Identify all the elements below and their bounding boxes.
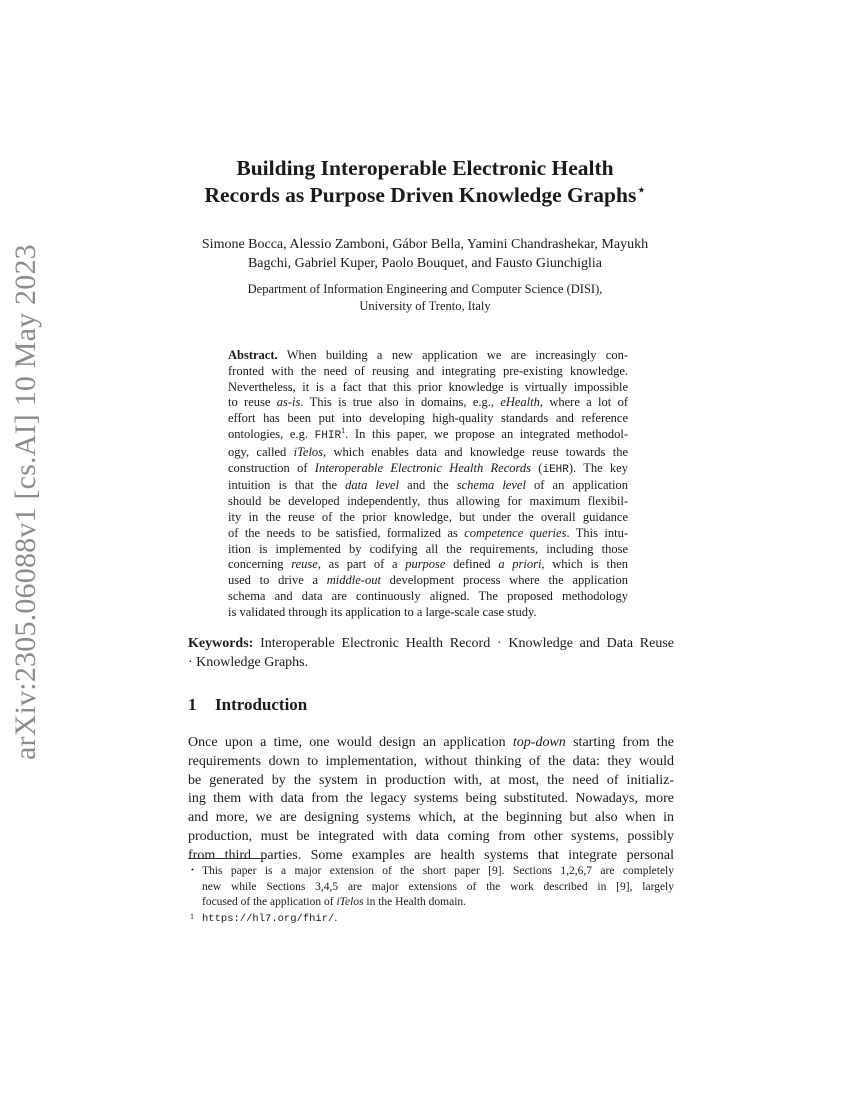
- abstract-line: should be developed independently, thus allowing for maximum flexibil-: [228, 494, 628, 509]
- footnote-star-mark: ⋆: [190, 865, 196, 874]
- keywords-text: Interoperable Electronic Health Record · Knowledge and Data Reuse: [260, 636, 674, 651]
- abstract-text: ontologies, e.g.: [228, 426, 315, 441]
- keywords-label: Keywords:: [188, 636, 254, 651]
- abstract-line: ity in the reuse of the prior knowledge, but under the overall guidance: [228, 509, 628, 524]
- abstract-text: (: [531, 460, 543, 475]
- title-line-2: [0, 182, 850, 209]
- footnotes: [188, 864, 674, 927]
- abstract-text: . In this paper, we propose an integrated methodol-: [345, 426, 628, 441]
- abstract-line: Nevertheless, it is a fact that this prior knowledge is virtually impossible: [228, 379, 628, 394]
- abstract-text: to reuse: [228, 395, 277, 410]
- abstract-text: construction of: [228, 460, 315, 475]
- body-line: from third parties. Some examples are health systems that integrate personal: [188, 847, 674, 863]
- affiliation-line-1: Department of Information Engineering and Computer Science (DISI),: [247, 282, 603, 296]
- fhir-link[interactable]: https://hl7.org/fhir/: [202, 912, 335, 925]
- abstract-italic: as-is: [276, 395, 301, 410]
- title-footnote-star: ⋆: [637, 182, 646, 197]
- abstract-text: intuition is that the: [228, 478, 346, 493]
- abstract-italic: purpose: [405, 557, 446, 572]
- abstract-text: , which is then: [541, 557, 628, 572]
- abstract-line: [228, 427, 628, 445]
- abstract-label: Abstract.: [228, 348, 278, 362]
- keywords: [188, 634, 674, 672]
- body-line: requirements down to implementation, without thinking of the data: they would: [188, 753, 674, 769]
- abstract-text: development process where the application: [380, 573, 628, 588]
- footnote-italic: iTelos: [336, 896, 364, 908]
- body-text: Once upon a time, one would design an application: [188, 735, 513, 750]
- section-number: 1: [188, 695, 197, 714]
- abstract-line: [228, 348, 628, 364]
- keywords-line: · Knowledge Graphs.: [188, 655, 309, 670]
- affiliation: [150, 281, 700, 315]
- paper-title: [0, 155, 850, 209]
- abstract-line: [228, 395, 628, 411]
- abstract-italic: schema level: [456, 478, 526, 493]
- abstract-italic: iTelos: [293, 444, 324, 459]
- body-line: and more, we are designing systems which, at the beginning but also when in: [188, 810, 674, 826]
- abstract-text: . This is true also in domains, e.g.,: [300, 395, 501, 410]
- abstract-text: used to drive a: [228, 573, 327, 588]
- abstract-text: . This intu-: [566, 525, 628, 540]
- abstract-text: ogy, called: [228, 444, 294, 459]
- abstract: [228, 348, 628, 621]
- author-list: [150, 235, 700, 273]
- section-heading: [188, 694, 307, 716]
- footnote-line: new while Sections 3,4,5 are major extensions of the work described in [9], largely: [202, 880, 674, 893]
- affiliation-line-2: University of Trento, Italy: [359, 299, 491, 313]
- abstract-line: is validated through its application to a large-scale case study.: [228, 604, 537, 619]
- title-line-1: Building Interoperable Electronic Health: [236, 156, 614, 180]
- authors-line-1: Simone Bocca, Alessio Zamboni, Gábor Bella, Yamini Chandrashekar, Mayukh: [201, 237, 649, 252]
- footnote-line: [202, 911, 674, 928]
- abstract-code: FHIR: [314, 429, 342, 442]
- abstract-text: and the: [399, 478, 457, 493]
- abstract-text: of an application: [525, 478, 628, 493]
- abstract-code: iEHR: [542, 463, 569, 476]
- introduction-paragraph: [188, 734, 674, 866]
- footnote-text: in the Health domain.: [363, 896, 467, 908]
- footnote-line: This paper is a major extension of the short paper [9]. Sections 1,2,6,7 are completely: [202, 865, 674, 877]
- footnote-star: [188, 864, 674, 911]
- body-text: starting from the: [565, 735, 674, 750]
- abstract-text: , where a lot of: [539, 395, 628, 410]
- section-title: Introduction: [215, 695, 308, 714]
- body-line: be generated by the system in production with, at most, the need of initializ-: [188, 772, 674, 788]
- title-line-2-text: Records as Purpose Driven Knowledge Graphs: [204, 183, 637, 207]
- abstract-text: , which enables data and knowledge reuse towards the: [323, 444, 628, 459]
- abstract-italic: reuse: [291, 557, 318, 572]
- footnote-1: [188, 911, 674, 928]
- footnote-text: focused of the application of: [202, 896, 337, 908]
- abstract-text: , as part of a: [317, 557, 406, 572]
- footnote-ref-1: 1: [341, 425, 346, 435]
- abstract-italic: competence queries: [464, 525, 567, 540]
- abstract-italic: a priori: [498, 557, 542, 572]
- footnote-line: [202, 895, 674, 911]
- abstract-italic: data level: [345, 478, 400, 493]
- abstract-line: schema and data are continuously aligned. The proposed methodology: [228, 588, 628, 603]
- footnote-text: .: [334, 911, 338, 924]
- keywords-line: [188, 634, 674, 653]
- abstract-line: [228, 573, 628, 589]
- body-line: [188, 734, 674, 753]
- abstract-line: [228, 461, 628, 479]
- footnote-divider: [188, 858, 266, 859]
- body-line: production, must be integrated with data coming from other systems, possibly: [188, 828, 674, 844]
- footnote-1-mark: 1: [190, 911, 194, 921]
- abstract-text: ). The key: [568, 460, 628, 475]
- abstract-line: [228, 478, 628, 494]
- abstract-line: ition is implemented by codifying all the requirements, including those: [228, 541, 628, 556]
- arxiv-id-text: arXiv:2305.06088v1 [cs.AI] 10 May 2023: [9, 244, 42, 760]
- authors-line-2: Bagchi, Gabriel Kuper, Paolo Bouquet, and Fausto Giunchiglia: [247, 256, 603, 271]
- abstract-italic: middle-out: [326, 573, 381, 588]
- abstract-italic: eHealth: [500, 395, 540, 410]
- abstract-line: fronted with the need of reusing and integrating pre-existing knowledge.: [228, 363, 628, 378]
- abstract-text: When building a new application we are increasingly con-: [286, 348, 628, 362]
- abstract-line: [228, 526, 628, 542]
- abstract-text: defined: [445, 557, 499, 572]
- abstract-line: [228, 557, 628, 573]
- body-line: ing them with data from the legacy systems being substituted. Nowadays, more: [188, 791, 674, 807]
- abstract-text: of the needs to be satisfied, formalized as: [228, 525, 465, 540]
- abstract-text: concerning: [228, 557, 292, 572]
- abstract-italic: Interoperable Electronic Health Records: [314, 460, 532, 475]
- abstract-line: effort has been put into developing high-quality standards and reference: [228, 411, 628, 426]
- body-italic: top-down: [512, 735, 566, 750]
- abstract-line: [228, 445, 628, 461]
